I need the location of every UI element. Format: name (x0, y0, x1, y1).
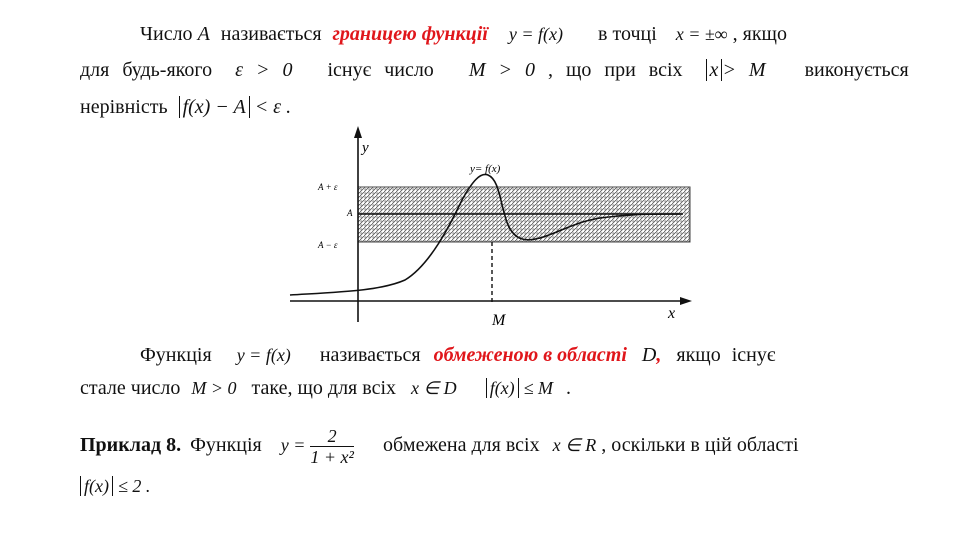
math-abs-f: f(x) (80, 476, 113, 496)
example-line1 (80, 426, 799, 467)
math-abs-expr: f(x) − A (179, 96, 250, 118)
text: таке, що для всіх (251, 377, 397, 399)
math-func: y = f(x) (236, 345, 291, 365)
math-A: A (197, 23, 210, 45)
math-abs-f: f(x) (486, 378, 519, 398)
text: , якщо (732, 23, 787, 45)
text: називається (319, 344, 421, 366)
math-x-in-D: x ∈ D (411, 378, 457, 398)
comma: , (656, 344, 662, 366)
math-func: y = f(x) (508, 24, 564, 44)
math-le-2: ≤ 2 . (117, 476, 151, 496)
text: для будь-якого (80, 59, 213, 81)
math-D: D (641, 344, 657, 366)
def2-line2 (80, 376, 571, 400)
text: в точці (598, 23, 657, 45)
text: , що при всіх (547, 59, 683, 81)
dot: . (566, 377, 572, 399)
text: існує число (327, 59, 434, 81)
a-plus-eps-label: A + ε (318, 182, 338, 192)
x-axis-arrow (680, 297, 692, 305)
example-line2 (80, 474, 150, 498)
math-absx: x (706, 59, 723, 81)
math-x-in-R: x ∈ R (552, 435, 597, 456)
y-axis-arrow (354, 126, 362, 138)
math-M: M > 0 (468, 59, 535, 81)
fraction-numerator: 2 (310, 426, 354, 447)
math-y-eq: y = (280, 435, 306, 456)
example-label: Приклад 8. (80, 434, 182, 457)
a-minus-eps-label: A − ε (318, 240, 338, 250)
m-label: M (492, 312, 506, 329)
text: стале число (80, 377, 181, 399)
text: Число (140, 23, 193, 45)
text: обмежена для всіх (382, 434, 540, 457)
text: виконується (804, 59, 909, 81)
math-lt-eps: < ε . (254, 96, 292, 118)
text: Функція (190, 434, 262, 457)
math-le-M: ≤ M (523, 378, 554, 398)
text: називається (220, 23, 322, 45)
math-gtM: > M (722, 59, 766, 81)
text: Функція (140, 344, 212, 366)
math-M: M > 0 (191, 378, 237, 398)
text: нерівність (80, 96, 168, 118)
def2-line1 (140, 343, 775, 367)
curve-label: y= f(x) (470, 163, 501, 175)
math-fraction (310, 426, 354, 467)
a-label: A (347, 208, 353, 218)
x-axis-label: x (668, 305, 676, 322)
math-eps: ε > 0 (235, 59, 293, 81)
term-limit: границею функції (332, 23, 488, 45)
term-bounded: обмеженою в області (433, 344, 627, 366)
math-point: x = ±∞ (675, 24, 728, 44)
y-axis-label: y (362, 140, 369, 156)
text: , оскільки в цій області (601, 434, 799, 457)
fraction-denominator: 1 + x² (310, 447, 354, 467)
text: якщо існує (676, 344, 776, 366)
